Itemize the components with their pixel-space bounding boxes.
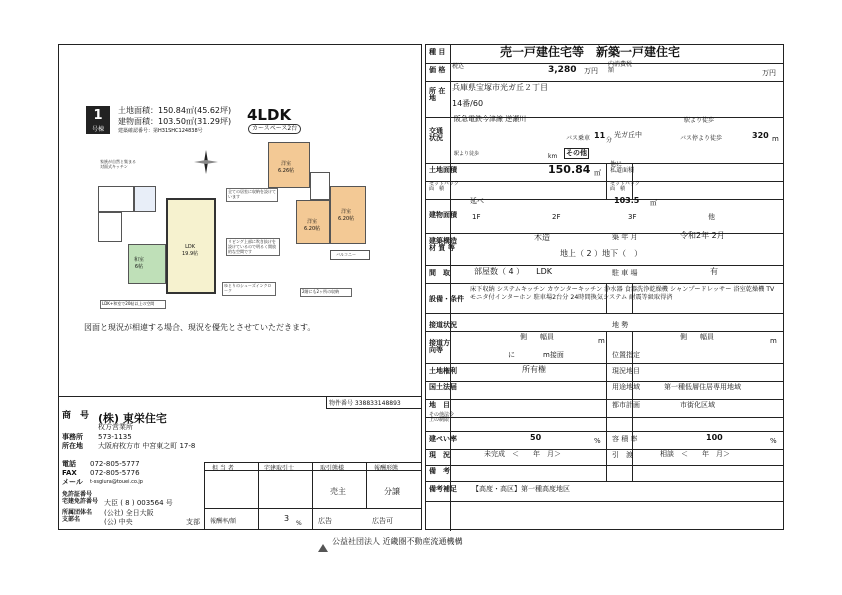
type-label: 種 目 — [429, 48, 446, 56]
note-storage: 全ての居室に収納を設けています — [226, 188, 278, 202]
road1-width: 幅員 — [540, 333, 554, 341]
floor-other: 他 — [708, 213, 715, 221]
building-cert-text: 建築確認番号：第H31SHC124838号 — [118, 128, 203, 134]
zoning-label: 用途地域 — [612, 383, 640, 391]
terrain-label: 地 勢 — [612, 321, 629, 329]
far-unit: % — [770, 437, 777, 445]
row-line — [426, 265, 783, 266]
western-room-2-label: 洋室 6.20帖 — [304, 219, 321, 232]
row-line — [426, 331, 783, 332]
assoc-label: 所属団体名 支部名 — [62, 509, 93, 523]
fax: 072-805-5776 — [90, 469, 140, 477]
parking-value: 有 — [710, 267, 718, 276]
price-unit: 万円 — [584, 67, 598, 75]
office-label: 事務所 — [62, 433, 83, 441]
ad-label: 広告 — [318, 517, 332, 525]
built-date: 令和2年 2月 — [680, 231, 725, 240]
license: 大臣 ( 8 ) 003564 号 — [104, 499, 173, 507]
office-postal: 573-1135 — [98, 433, 132, 441]
address-label: 所在地 — [62, 442, 83, 450]
private-road-label: 他に 私道面積 — [610, 161, 635, 175]
road1-side: 側 — [520, 333, 527, 341]
land-cat-label: 地 目 — [429, 401, 450, 409]
bldg-total-label: 延べ — [470, 197, 484, 205]
status: 未完成 ＜ 年 月＞ — [484, 450, 561, 458]
row-line — [426, 501, 783, 502]
far-label: 容 積 率 — [612, 435, 638, 443]
zoning: 第一種低層住居専用地域 — [664, 383, 741, 391]
deal-value: 売主 — [330, 487, 346, 496]
floors: 地上（ 2 ）地下（ ） — [560, 249, 643, 258]
delivery-label: 引 渡 — [612, 451, 633, 459]
bldg-unit: ㎡ — [650, 199, 657, 207]
delivery: 相談 ＜ 年 月＞ — [660, 450, 730, 458]
land-value: 150.84 — [548, 163, 591, 176]
staff-table-col1 — [258, 462, 259, 530]
bcr-label: 建ぺい率 — [429, 435, 457, 443]
madori: 部屋数（ 4 ） LDK — [474, 267, 553, 276]
road2-width: 幅員 — [700, 333, 714, 341]
note-living: リビング上部に吹き抜けを設けているので明るく開放的な空間です — [226, 238, 280, 256]
walk-distance: 320 — [752, 131, 769, 140]
city-plan-label: 都市計画 — [612, 401, 640, 409]
assoc-branch-suffix: 支部 — [186, 518, 200, 526]
price-label: 価 格 — [429, 66, 446, 74]
bath — [134, 186, 156, 212]
staff-table-col2 — [312, 462, 313, 530]
footer-logo-icon — [318, 537, 328, 545]
notes-label: 備 考 — [429, 467, 450, 475]
row-line — [426, 181, 783, 182]
mid-column-line — [606, 163, 607, 199]
road-dir-label: 接道方向等 — [429, 339, 450, 355]
land-label: 土地面積 — [429, 166, 457, 174]
location: 兵庫県宝塚市光ガ丘２丁目 — [452, 83, 548, 92]
unit-number: 1 — [93, 108, 103, 123]
item-number: 物件番号 338833148893 — [326, 397, 422, 409]
mail-label: メール — [62, 478, 83, 486]
bldg-label: 建物面積 — [429, 211, 457, 219]
equip-label: 設備・条件 — [429, 295, 464, 303]
land-right: 所有権 — [522, 365, 546, 374]
structure-label: 建築構造 材 質 等 — [429, 237, 457, 253]
fee-value: 分譲 — [384, 487, 400, 496]
bcr: 50 — [530, 433, 542, 442]
parking-badge: カースペース2台 — [248, 124, 301, 134]
bus-stop: 光ガ丘中 — [614, 131, 642, 139]
status-label: 現 況 — [429, 451, 450, 459]
bus-label: バス乗車 — [566, 135, 591, 142]
comm-value: 3 — [284, 514, 290, 523]
note-ldk-space: LDK+和室で20帖以上の空間 — [100, 300, 166, 309]
price-tax: 税込 — [452, 63, 465, 70]
row-line — [426, 481, 783, 482]
floor-3f: 3F — [628, 213, 637, 221]
property-type: 売一戸建住宅等 新築一戸建住宅 — [500, 45, 681, 59]
branch-name: 枚方営業所 — [98, 423, 133, 431]
assoc: (公社) 全日大阪 — [104, 509, 154, 517]
row-line — [426, 363, 783, 364]
comm-unit: % — [296, 520, 302, 527]
staff-table-row2-line — [204, 508, 422, 509]
footer-org: 公益社団法人 近畿圏不動産流通機構 — [332, 537, 463, 546]
built-label: 築 年 月 — [612, 233, 638, 241]
mid-column-line-3 — [606, 331, 607, 481]
madori-label: 間 取 — [429, 269, 450, 277]
equipment: 床下収納 システムキッチン カウンターキッチン 浄水器 食器洗浄乾燥機 シャンプードレッサー 浴室乾燥機 TVモニタ付インターホン 駐車場2台分 24時間換気システム 耐震等級取得済 — [470, 286, 775, 302]
note-kitchen: 家族が自然と集まる対面式キッチン — [100, 159, 136, 169]
bus-minutes: 11 — [594, 131, 606, 140]
deal-label: 取引態様 — [320, 465, 345, 472]
assoc-branch: (公) 中央 — [104, 518, 133, 526]
trade-name: (株) 東栄住宅 — [98, 412, 167, 425]
floor-plan-1f — [98, 186, 222, 298]
license-label: 免許証番号 宅建免許番号 — [62, 491, 99, 505]
mail: t-ssgiura@touei.co.jp — [90, 479, 143, 485]
row-line — [426, 465, 783, 466]
city-plan: 市街化区域 — [680, 401, 715, 409]
law-label: その他法令 上の制限 — [429, 412, 455, 424]
station-from: 駅より徒歩 — [684, 117, 715, 124]
row-line — [426, 381, 783, 382]
entrance — [98, 186, 134, 212]
note-2f-storage: 2階にも2ヶ所の収納 — [300, 288, 352, 297]
remarks-label: 備考補足 — [429, 485, 457, 493]
setback2-label: セットバック 面 積 — [610, 181, 640, 193]
walk-label: バス停より徒歩 — [680, 135, 723, 142]
road2-unit: m — [770, 337, 777, 345]
walk2-unit: km — [548, 153, 558, 160]
road-contact: に m接面 — [508, 351, 564, 359]
price-value: 3,280 — [548, 65, 577, 75]
land-unit: ㎡ — [594, 169, 601, 177]
row-line — [426, 431, 783, 432]
transport-label: 交通状況 — [429, 127, 443, 143]
ad-value: 広告可 — [372, 517, 393, 525]
western-room-3-label: 洋室 6.20帖 — [338, 209, 355, 222]
structure: 木造 — [534, 233, 550, 242]
road1-unit: m — [598, 337, 605, 345]
bcr-unit: % — [594, 437, 601, 445]
disclaimer: 図面と現況が相違する場合、現況を優先とさせていただきます。 — [84, 323, 316, 332]
comm-label: 報酬率/額 — [210, 518, 237, 525]
nat-land-label: 国土法届 — [429, 383, 457, 391]
parking-label: 駐 車 場 — [612, 269, 638, 277]
setback-label: セットバック 面 積 — [429, 181, 459, 193]
building-area-text: 建物面積：103.50㎡(31.29坪) — [118, 117, 232, 126]
trade-name-label: 商 号 — [62, 411, 90, 421]
unit-number-badge — [86, 106, 110, 134]
ldk-label: LDK 19.9帖 — [182, 244, 199, 257]
layout-type: 4LDK — [247, 106, 292, 124]
fax-label: FAX — [62, 469, 77, 477]
floor-1f: 1F — [472, 213, 481, 221]
remarks: 【高度・高区】第一種高度地区 — [472, 485, 570, 493]
other-label: その他 — [564, 148, 589, 159]
row-line — [426, 399, 783, 400]
far: 100 — [706, 433, 723, 442]
land-right-label: 土地権利 — [429, 367, 457, 375]
balcony-label: バルコニー — [336, 252, 356, 257]
position-label: 位置指定 — [612, 351, 640, 359]
tel: 072-805-5777 — [90, 460, 140, 468]
western-room-1-label: 洋室 6.26帖 — [278, 161, 295, 174]
lot-number: 14番/60 — [452, 99, 484, 108]
tel-label: 電話 — [62, 460, 76, 468]
note-shoes: ゆとりのシューズインクローク — [222, 282, 276, 296]
fee-label: 報酬形態 — [374, 465, 399, 472]
compass-icon — [194, 150, 218, 174]
road-label: 接道状況 — [429, 321, 457, 329]
row-line — [426, 81, 783, 82]
walk-unit: m — [772, 135, 779, 143]
bus-min-unit: 分 — [606, 137, 613, 144]
land-use-label: 現況地目 — [612, 367, 640, 375]
floor-plan-2f — [268, 142, 380, 266]
japanese-room-label: 和室 6帖 — [134, 257, 145, 270]
land-area-text: 土地面積：150.84㎡(45.62坪) — [118, 106, 232, 115]
floor-2f: 2F — [552, 213, 561, 221]
tax-unit: 万円 — [762, 69, 776, 77]
road2-side: 側 — [680, 333, 687, 341]
row-line — [426, 163, 783, 164]
row-line — [426, 63, 783, 64]
stair-hall — [310, 172, 330, 200]
address: 大阪府枚方市 中宮東之町 17-8 — [98, 442, 196, 450]
broker-label: 宅建取引士 — [264, 465, 295, 472]
staff-table-col3 — [366, 462, 367, 508]
row-line — [426, 313, 783, 314]
station: 阪急電鉄今津線 逆瀬川 — [454, 115, 527, 123]
walk2-label: 駅より徒歩 — [454, 151, 480, 157]
closet — [98, 212, 122, 242]
location-label: 所 在 地 — [429, 87, 446, 103]
row-line — [426, 283, 783, 284]
row-line — [426, 417, 783, 418]
tax-label: 内消費税額 — [608, 61, 633, 75]
staff-label: 担 当 者 — [212, 465, 234, 472]
bldg-total: 103.5 — [614, 196, 640, 205]
unit-number-label: 号棟 — [91, 126, 104, 133]
row-line — [426, 233, 783, 234]
